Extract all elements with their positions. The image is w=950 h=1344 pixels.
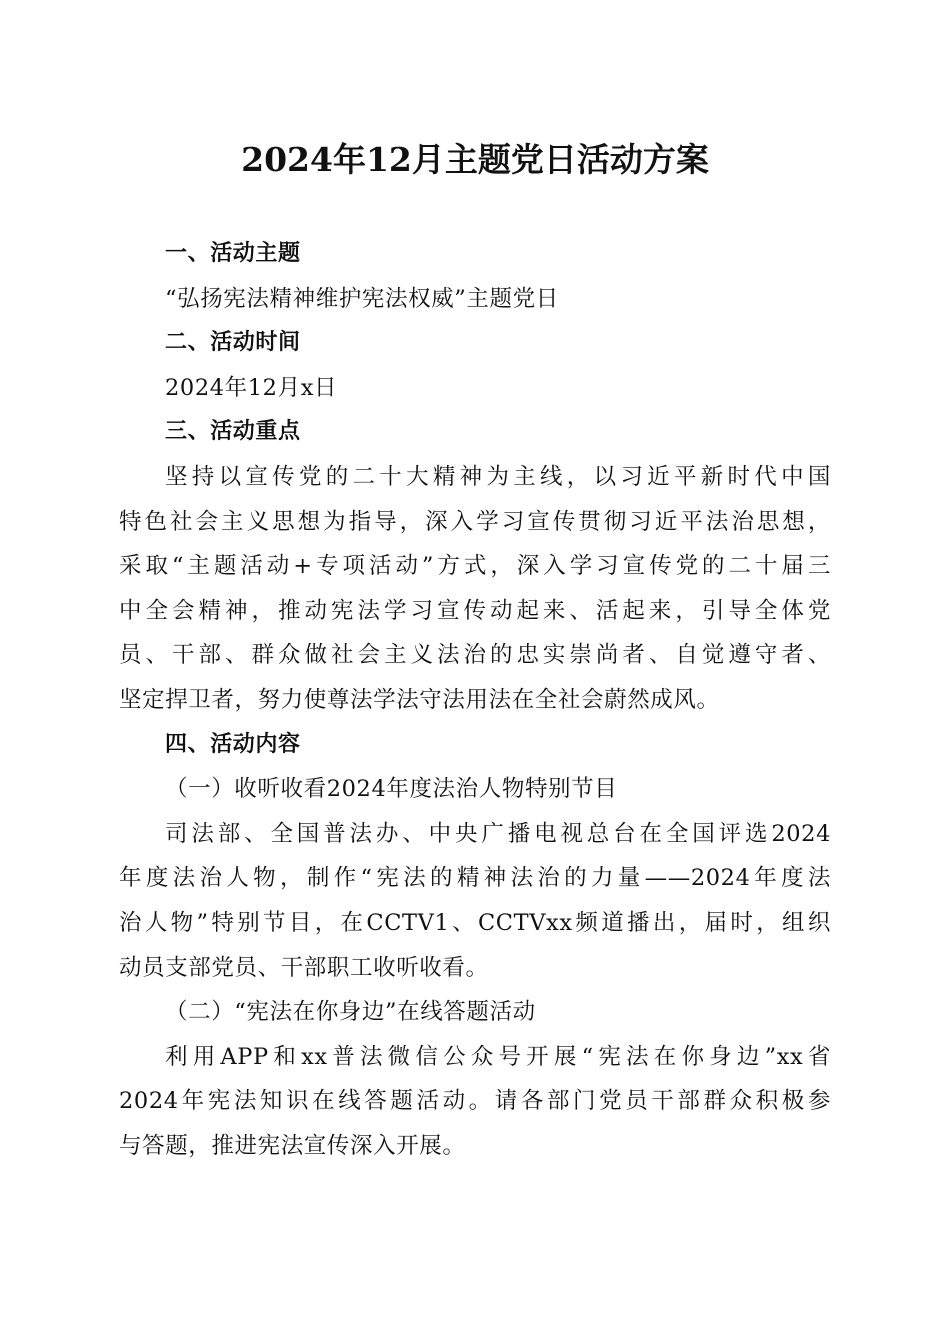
paragraph-line: 坚定捍卫者，努力使尊法学法守法用法在全社会蔚然成风。 xyxy=(119,686,720,713)
paragraph-line: 与答题，推进宪法宣传深入开展。 xyxy=(119,1132,466,1159)
theme-text: “弘扬宪法精神维护宪法权威”主题党日 xyxy=(165,285,559,312)
subsection-heading-1: （一）收听收看2024年度法治人物特别节目 xyxy=(165,776,618,803)
paragraph-line: 采取“主题活动+专项活动”方式，深入学习宣传党的二十届三 xyxy=(119,553,831,580)
paragraph-line: 中全会精神，推动宪法学习宣传动起来、活起来，引导全体党 xyxy=(119,597,831,624)
subsection-heading-2: （二）“宪法在你身边”在线答题活动 xyxy=(165,999,536,1026)
paragraph-line: 动员支部党员、干部职工收听收看。 xyxy=(119,954,489,981)
paragraph-line: 特色社会主义思想为指导，深入学习宣传贯彻习近平法治思想， xyxy=(119,508,831,535)
paragraph-line: 年度法治人物，制作“宪法的精神法治的力量——2024年度法 xyxy=(119,865,831,892)
paragraph-line: 利用APP和xx普法微信公众号开展“宪法在你身边”xx省 xyxy=(165,1043,831,1070)
section-heading-theme: 一、活动主题 xyxy=(165,241,301,266)
document-body xyxy=(119,232,831,1168)
paragraph-line: 坚持以宣传党的二十大精神为主线，以习近平新时代中国 xyxy=(165,463,831,490)
document-title: 2024年12月主题党日活动方案 xyxy=(241,140,709,179)
time-text: 2024年12月x日 xyxy=(165,374,338,401)
paragraph-line: 2024年宪法知识在线答题活动。请各部门党员干部群众积极参 xyxy=(119,1088,831,1115)
paragraph-line: 员、干部、群众做社会主义法治的忠实崇尚者、自觉遵守者、 xyxy=(119,642,831,669)
section-heading-focus: 三、活动重点 xyxy=(165,419,301,445)
section-heading-content: 四、活动内容 xyxy=(165,731,301,757)
paragraph-line: 治人物”特别节目，在CCTV1、CCTVxx频道播出，届时，组织 xyxy=(119,909,831,936)
section-heading-time: 二、活动时间 xyxy=(165,330,301,356)
paragraph-line: 司法部、全国普法办、中央广播电视总台在全国评选2024 xyxy=(165,820,831,847)
